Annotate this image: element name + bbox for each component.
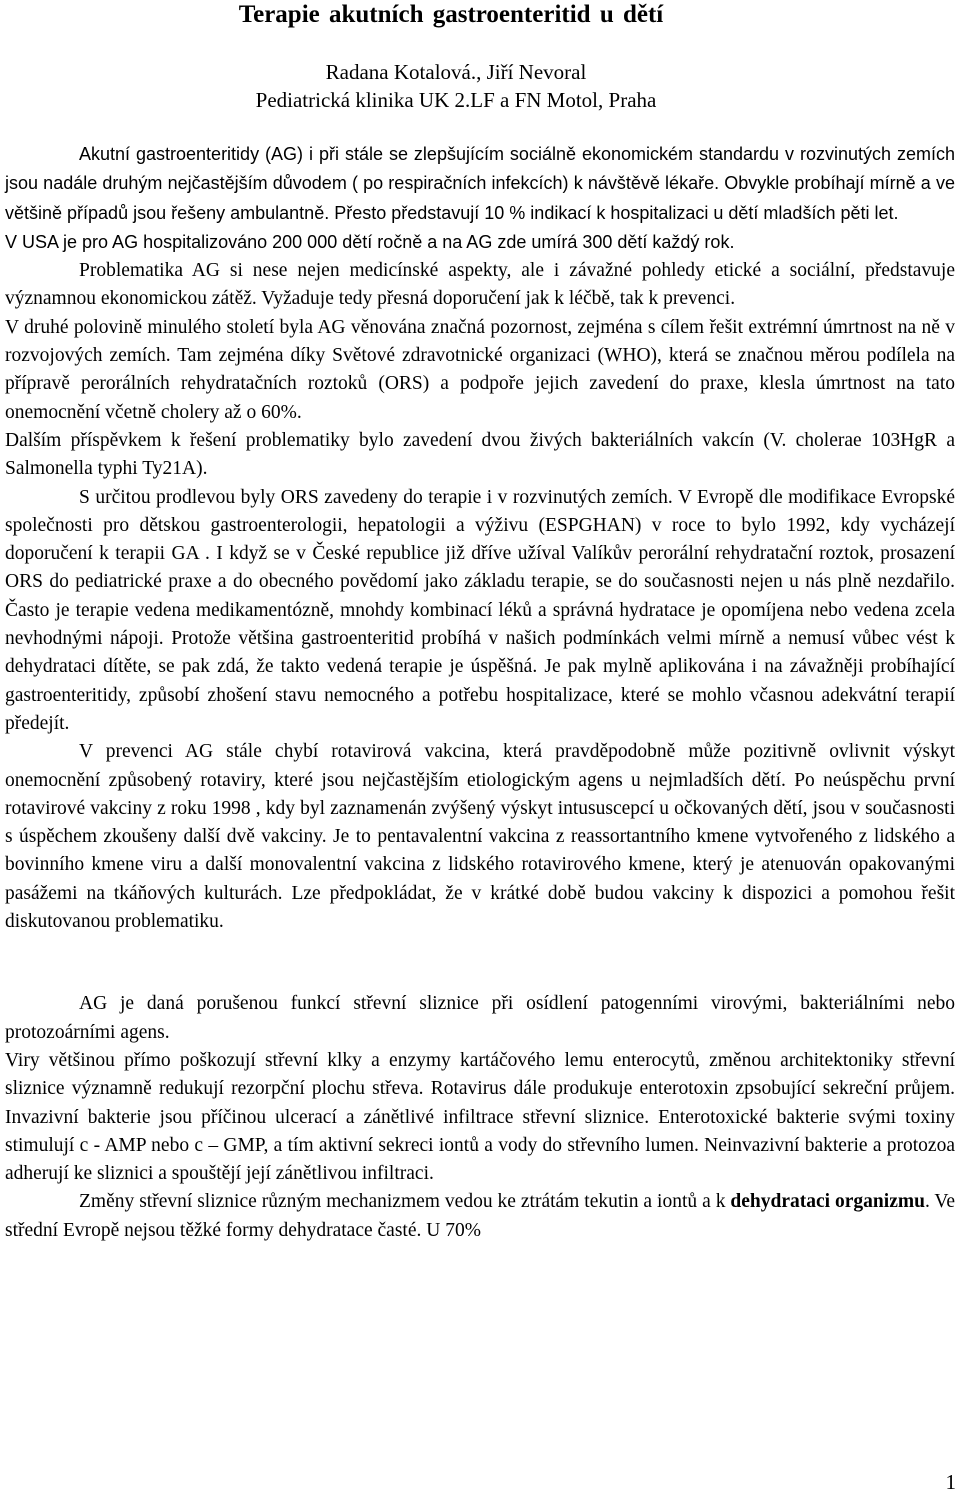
paragraph-intro-part1: Akutní gastroenteritidy (AG) i při stále se zlepšujícím sociálně ekonomickém standardu v rozvinutých zemích jsou nadále druhým nejčastějším důvodem ( po respiračních infekcích) k návštěvě lékaře. (5, 144, 955, 194)
page-number: 1 (945, 1470, 956, 1494)
paragraph-vaccines-bacterial: Dalším příspěvkem k řešení problematiky bylo zavedení dvou živých bakteriálních vakcín (V. cholerae 103HgR a Salmonella typhi Ty21A). (5, 429, 955, 480)
document-title: Terapie akutních gastroenteritid u dětí (238, 1, 664, 28)
affiliation-line: Pediatrická klinika UK 2.LF a FN Motol, Praha (255, 88, 657, 112)
paragraph-dehydration (5, 1188, 955, 1245)
paragraph-pathogenesis: AG je daná porušenou funkcí střevní sliznice při osídlení patogenními virovými, bakteriálními nebo protozoárními agens. (5, 993, 955, 1043)
paragraph-mechanisms: Viry většinou přímo poškozují střevní klky a enzymy kartáčového lemu enterocytů, změnou architektoniky střevní sliznice významně redukují rezorpční plochu střeva. Rotavirus dále produkuje enterotoxin zpsobující sekreční průjem. Invazivní bakterie jsou příčinou ulcerací a zánětlivé infiltrace střevní sliznice. Enterotoxické bakterie svými toxiny stimulují c - AMP nebo c – GMP, a tím aktivní sekreci iontů a vody do střevního lumen. Neinvazivní bakterie a protozoa adherují ke sliznici a spouštějí její zánětlivou infiltraci. (5, 1049, 955, 1185)
paragraph-ors-europe: S určitou prodlevou byly ORS zavedeny do terapie i v rozvinutých zemích. V Evropě dle modifikace Evropské společnosti pro dětskou gastroenterologii, hepatologii a výživu (ESPGHAN) v roce to bylo 1992, kdy vycházejí doporučení k terapii GA . I když se v České republice již dříve užíval Valíkův perorální rehydratační roztok, prosazení ORS do pediatrické praxe a do obecného povědomí jako základu terapie, se do současnosti nejen u nás plně nezdařilo. Často je terapie vedena medikamentózně, mnohdy kombinací léků a správná hydratace je opomíjena nebo vedena zcela nevhodnými nápoji. Protože většina gastroenteritid probíhá v našich podmínkách velmi mírně a nemusí vůbec vést k dehydrataci dítěte, se pak zdá, že takto vedená terapie je úspěšná. Je pak mylně aplikována i na závažněji probíhající gastroenteritidy, způsobí zhošení stavu nemocného a potřebu hospitalizace, které se mohlo včasnou adekvátní terapií předejít. (5, 486, 955, 734)
paragraph-dehydration-post: . Ve střední Evropě nejsou těžké formy dehydratace časté. U 70% (5, 1191, 955, 1241)
authors-line: Radana Kotalová., Jiří Nevoral (325, 60, 587, 84)
paragraph-usa (5, 228, 955, 257)
section-gap (5, 936, 955, 990)
document-body (5, 140, 955, 1245)
dehydration-term: dehydrataci organizmu (730, 1191, 925, 1213)
paragraph-prevention: V prevenci AG stále chybí rotavirová vakcina, která pravděpodobně může pozitivně ovlivnit výskyt onemocnění způsobený rotaviry, které jsou nejčastějším etiologickým agens u nejmladších dětí. Po neúspěchu první rotavirové vakciny z roku 1998 , kdy byl zaznamenán zvýšený výskyt intususcepcí u očkovaných dětí, jsou v současnosti s úspěchem zkoušeny další dvě vakciny. Je to pentavalentní vakcina z reassortantního kmene vytvořeného z lidského a bovinního kmene viru a další monovalentní vakcina z lidského rotavirového kmene, který je atenuován opakovanými pasážemi na tkáňových kulturách. Lze předpokládat, že v krátké době budou vakciny k dispozici a pomohou řešit diskutovanou problematiku. (5, 741, 955, 933)
paragraph-intro-part2: Obvykle probíhají mírně a ve většině případů jsou řešeny ambulantně. Přesto představují 10 % indikací k hospitalizaci u dětí mladších pěti let. (5, 173, 955, 223)
paragraph-dehydration-pre: Změny střevní sliznice různým mechanizmem vedou ke ztrátám tekutin a iontů a k (79, 1191, 731, 1213)
paragraph-intro (5, 140, 955, 228)
paragraph-usa-text: V USA je pro AG hospitalizováno 200 000 dětí ročně a na AG zde umírá 300 dětí každý rok. (5, 231, 735, 252)
paragraph-problematika: Problematika AG si nese nejen medicínské aspekty, ale i závažné pohledy etické a sociální, představuje významnou ekonomickou zátěž. Vyžaduje tedy přesná doporučení jak k léčbě, tak k prevenci. (5, 260, 955, 310)
paragraph-history: V druhé polovině minulého století byla AG věnována značná pozornost, zejména s cílem řešit extrémní úmrtnost na ně v rozvojových zemích. Tam zejména díky Světové zdravotnické organizaci (WHO), která se značnou měrou podílela na přípravě perorálních rehydratačních roztoků (ORS) a podpoře jejich zavedení do praxe, klesla úmrtnost na tato onemocnění včetně cholery až o 60%. (5, 316, 955, 423)
author-block (0, 58, 912, 114)
